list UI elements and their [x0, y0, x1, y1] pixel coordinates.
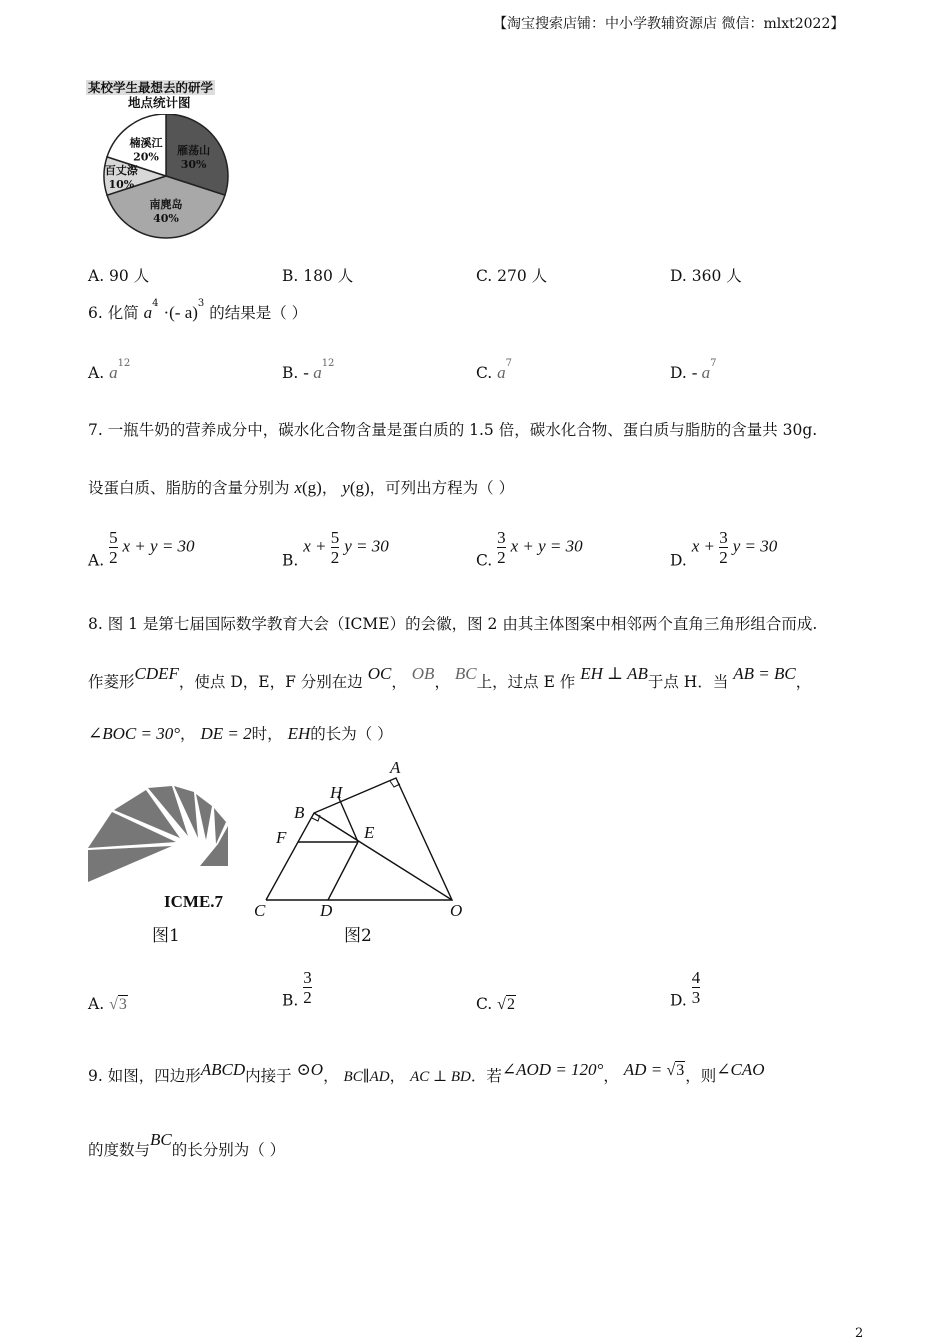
- text: ，: [180, 725, 196, 743]
- option-base: a: [313, 363, 322, 383]
- option-base: a: [497, 363, 506, 383]
- text: ，使点 D，E，F 分别在边: [178, 673, 363, 691]
- q6-expr-mid: ·(- a): [163, 303, 198, 323]
- q7-line1: 7. 一瓶牛奶的营养成分中，碳水化合物含量是蛋白质的 1.5 倍，碳水化合物、蛋白质与脂肪的含量共 30g.: [88, 421, 818, 439]
- q7-option-b: [282, 528, 389, 571]
- option-label: A.: [88, 551, 105, 570]
- option-label: B.: [282, 991, 299, 1010]
- option-base: a: [701, 363, 711, 383]
- option-base: a: [109, 363, 118, 383]
- icme-text: ICME.7: [164, 892, 224, 911]
- label-o: O: [450, 901, 463, 920]
- text: 内接于: [245, 1067, 292, 1085]
- pie-label-name-4: 楠溪江: [129, 136, 163, 150]
- option-sqrt: √2: [497, 996, 515, 1013]
- q8-line1: 8. 图 1 是第七届国际数学教育大会（ICME）的会徽，图 2 由其主体图案中相邻两个直角三角形组合而成.: [88, 615, 818, 633]
- q6-option-d: [670, 360, 717, 383]
- sqrt-value: 3: [118, 996, 127, 1013]
- option-exp: 12: [321, 358, 335, 369]
- option-label: D.: [670, 551, 687, 570]
- frac-num: 4: [691, 968, 701, 987]
- q7-unit-x: (g): [302, 478, 322, 497]
- label-a: A: [390, 758, 401, 777]
- text: ，: [391, 673, 407, 691]
- page-header: 【淘宝搜索店铺：中小学教辅资源店 微信：mlxt2022】: [493, 16, 845, 32]
- frac-den: 2: [497, 548, 506, 567]
- option-fraction: [303, 968, 312, 1007]
- math-eh: EH: [287, 724, 311, 743]
- math-de: DE = 2: [200, 724, 252, 743]
- q6-prefix: 6. 化简: [88, 304, 139, 323]
- option-rest: y = 30: [344, 536, 389, 556]
- math-abcd: ABCD: [200, 1060, 246, 1079]
- label-f: F: [276, 828, 287, 847]
- q6-option-c: [476, 360, 512, 383]
- q6-expr-exp4: 4: [152, 298, 159, 309]
- option-label: A.: [88, 995, 105, 1013]
- q7-line2: [88, 478, 514, 498]
- q9-line2: [88, 1130, 286, 1160]
- label-b: B: [294, 803, 305, 822]
- option-label: B.: [282, 551, 299, 570]
- option-label: C.: [476, 551, 493, 570]
- math-circle-o: ⊙O: [296, 1060, 324, 1079]
- q8-option-a: [88, 994, 128, 1015]
- q7-var-y: y: [342, 478, 350, 497]
- icme-emblem-figure: [84, 782, 234, 892]
- pie-label-pct-2: 40%: [153, 212, 179, 226]
- frac-num: 3: [497, 528, 506, 547]
- option-fraction: [497, 528, 506, 567]
- q8-line3: [88, 724, 393, 744]
- math-cdef: CDEF: [134, 664, 179, 683]
- q5-option-a: A. 90 人: [88, 267, 150, 285]
- option-label: C.: [476, 364, 493, 383]
- frac-den: 2: [719, 548, 728, 567]
- frac-num: 3: [719, 528, 728, 547]
- page-number: 2: [855, 1326, 864, 1341]
- frac-num: 3: [303, 968, 312, 987]
- q5-option-d: D. 360 人: [670, 267, 742, 285]
- frac-num: 5: [109, 528, 118, 547]
- text: ，: [603, 1067, 619, 1085]
- q7-var-x: x: [294, 478, 302, 497]
- frac-num: 5: [330, 528, 340, 547]
- sqrt-value: 3: [676, 1062, 685, 1079]
- text: 的度数与: [88, 1141, 151, 1159]
- option-label: D.: [670, 364, 687, 383]
- text: 的长为（ ）: [310, 725, 393, 743]
- option-fraction: [109, 528, 118, 567]
- pie-chart: [100, 114, 250, 244]
- option-exp: 7: [505, 358, 513, 369]
- q8-option-d: [670, 968, 700, 1011]
- fig1-caption: 图1: [152, 926, 180, 946]
- option-sign: -: [303, 363, 314, 383]
- q6-stem: [88, 300, 307, 323]
- math-ad: AD =: [623, 1060, 667, 1079]
- option-fraction: [692, 968, 701, 1007]
- pie-chart-figure: [86, 80, 256, 244]
- math-eh-perp: EH ⊥ AB: [580, 664, 648, 683]
- text: ，则: [685, 1067, 717, 1085]
- math-angle-cao: ∠CAO: [716, 1060, 765, 1079]
- q6-suffix: 的结果是（ ）: [209, 304, 308, 323]
- option-fraction: [719, 528, 728, 567]
- math-ac-perp-bd: AC ⊥ BD: [410, 1069, 471, 1085]
- q9-line1: [88, 1060, 765, 1087]
- icme-emblem: [88, 786, 228, 882]
- label-e: E: [364, 823, 375, 842]
- q5-option-c: C. 270 人: [476, 267, 548, 285]
- option-exp: 12: [117, 358, 131, 369]
- option-rest: x + y = 30: [510, 536, 583, 556]
- q7-option-c: [476, 528, 583, 571]
- pie-label-pct-4: 20%: [133, 150, 159, 164]
- option-lead: x +: [691, 536, 720, 556]
- option-rest: x + y = 30: [122, 536, 195, 556]
- q7-line2-prefix: 设蛋白质、脂肪的含量分别为: [88, 479, 290, 497]
- math-ab-bc: AB = BC: [733, 664, 796, 683]
- q7-comma: ，: [321, 479, 338, 497]
- frac-den: 3: [691, 988, 701, 1007]
- frac-den: 2: [303, 988, 312, 1007]
- text: 上，过点 E 作: [476, 673, 576, 691]
- math-angle-aod: ∠AOD = 120°: [501, 1060, 604, 1079]
- math-angle-boc: ∠BOC = 30°: [88, 724, 181, 743]
- q6-option-a: [88, 360, 130, 383]
- option-fraction: [331, 528, 340, 567]
- text: 于点 H．当: [647, 673, 729, 691]
- option-lead: x +: [303, 536, 331, 556]
- q8-line2: [88, 664, 812, 692]
- text: ，: [434, 673, 450, 691]
- pie-label-name-2: 南麂岛: [149, 198, 183, 212]
- sqrt-value: 2: [506, 996, 515, 1013]
- pie-title-line2: 地点统计图: [128, 95, 191, 110]
- pie-label-pct-3: 10%: [108, 178, 135, 191]
- option-rest: y = 30: [732, 536, 778, 556]
- option-label: B.: [282, 364, 299, 383]
- q6-expr-exp3: 3: [197, 298, 205, 309]
- frac-den: 2: [330, 548, 340, 567]
- q8-option-b: [282, 968, 312, 1011]
- text: ，: [323, 1067, 339, 1085]
- pie-label-name-3: 百丈漈: [104, 164, 138, 177]
- math-ob: OB: [411, 664, 435, 683]
- text: 9. 如图，四边形: [88, 1067, 201, 1085]
- q7-option-a: [88, 528, 195, 571]
- q7-unit-y: (g): [349, 478, 370, 497]
- text: ，: [795, 673, 812, 691]
- pie-label-name-1: 雁荡山: [177, 143, 211, 157]
- text: ，: [389, 1067, 406, 1085]
- math-bc-parallel-ad: BC∥AD: [343, 1069, 390, 1085]
- math-sqrt3: √3: [666, 1062, 685, 1079]
- math-oc: OC: [367, 664, 392, 683]
- text: 作菱形: [88, 673, 135, 691]
- q8-option-c: [476, 994, 516, 1015]
- option-exp: 7: [710, 358, 717, 369]
- option-label: A.: [88, 364, 105, 383]
- option-sign: -: [691, 363, 702, 383]
- option-label: D.: [670, 991, 687, 1010]
- text: 时，: [251, 725, 283, 743]
- pie-label-pct-1: 30%: [180, 157, 207, 171]
- text: 的长分别为（ ）: [171, 1141, 286, 1159]
- fig2-caption: 图2: [344, 926, 372, 946]
- text: ．若: [470, 1067, 502, 1085]
- math-bc: BC: [454, 664, 477, 683]
- option-sqrt: √3: [109, 996, 127, 1013]
- q5-option-b: B. 180 人: [282, 267, 354, 285]
- geometry-figure-2: [250, 756, 480, 924]
- math-bc: BC: [150, 1130, 172, 1149]
- pie-title-line1: 某校学生最想去的研学: [88, 80, 214, 95]
- q6-option-b: [282, 360, 334, 383]
- q6-expr-base: a: [143, 303, 153, 323]
- q7-option-d: [670, 528, 777, 571]
- q7-line2-suffix: ，可列出方程为（ ）: [369, 479, 515, 497]
- frac-den: 2: [109, 548, 118, 567]
- label-h: H: [330, 783, 343, 802]
- label-d: D: [320, 901, 333, 920]
- label-c: C: [254, 901, 266, 920]
- segment-ed: [328, 842, 358, 900]
- option-label: C.: [476, 995, 493, 1013]
